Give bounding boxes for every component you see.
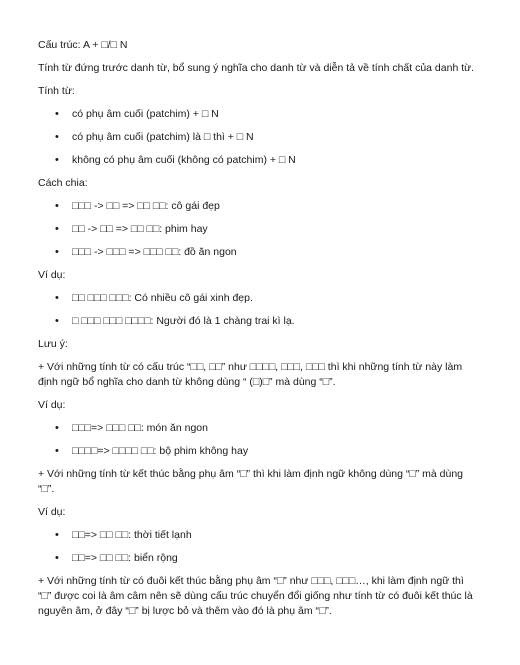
paragraph-line: + Với những tính từ có đuôi kết thúc bằng phụ âm “□” như □□□, □□□…, khi làm định ngữ thì bbox=[38, 575, 464, 587]
bullet-item: • □□□=> □□□ □□: món ăn ngon bbox=[72, 421, 480, 436]
bullet-item: • không có phụ âm cuối (không có patchim) + □ N bbox=[72, 153, 480, 168]
paragraph-line: “□”. bbox=[38, 483, 55, 495]
paragraph-line: nguyên âm, ở đây “□” bị lược bỏ và thêm vào đó là phụ âm “□”. bbox=[38, 605, 332, 617]
paragraph-line: Ví dụ: bbox=[38, 399, 66, 411]
paragraph-line: + Với những tính từ có cấu trúc “□□, □□” như □□□□, □□□, □□□ thì khi những tính từ này làm bbox=[38, 361, 463, 373]
paragraph-line: Cách chia: bbox=[38, 177, 88, 189]
paragraph-line: Cấu trúc: A + □/□ N bbox=[38, 39, 128, 51]
paragraph-line: Tính từ đứng trước danh từ, bổ sung ý nghĩa cho danh từ và diễn tả về tính chất của danh từ. bbox=[38, 62, 475, 74]
bullet-item: • □□□ -> □□□ => □□□ □□: đồ ăn ngon bbox=[72, 245, 480, 260]
bullet-item: • □□□□=> □□□□ □□: bộ phim không hay bbox=[72, 444, 480, 459]
paragraph-line: “□” được coi là âm câm nên sẽ dùng cấu trúc chuyển đổi giống như tính từ có đuôi kết thúc là bbox=[38, 590, 473, 602]
bullet-item: • có phụ âm cuối (patchim) + □ N bbox=[72, 107, 480, 122]
paragraph-line: Lưu ý: bbox=[38, 338, 68, 350]
paragraph-line: Ví dụ: bbox=[38, 506, 66, 518]
bullet-item: • có phụ âm cuối (patchim) là □ thì + □ N bbox=[72, 130, 480, 145]
paragraph-line: Tính từ: bbox=[38, 85, 75, 97]
paragraph-line: Ví dụ: bbox=[38, 269, 66, 281]
bullet-item: • □□ □□□ □□□: Có nhiều cô gái xinh đẹp. bbox=[72, 291, 480, 306]
paragraph-line: định ngữ bổ nghĩa cho danh từ không dùng “ (□)□” mà dùng “□”. bbox=[38, 376, 336, 388]
bullet-item: • □□ -> □□ => □□ □□: phim hay bbox=[72, 222, 480, 237]
bullet-item: • □□=> □□ □□: biển rộng bbox=[72, 551, 480, 566]
bullet-item: • □□□ -> □□ => □□ □□: cô gái đẹp bbox=[72, 199, 480, 214]
bullet-item: • □ □□□ □□□ □□□□: Người đó là 1 chàng trai kì lạ. bbox=[72, 314, 480, 329]
paragraph-line: + Với những tính từ kết thúc bằng phụ âm “□” thì khi làm định ngữ không dùng “□” mà dùng bbox=[38, 468, 464, 480]
bullet-item: • □□=> □□ □□: thời tiết lạnh bbox=[72, 528, 480, 543]
